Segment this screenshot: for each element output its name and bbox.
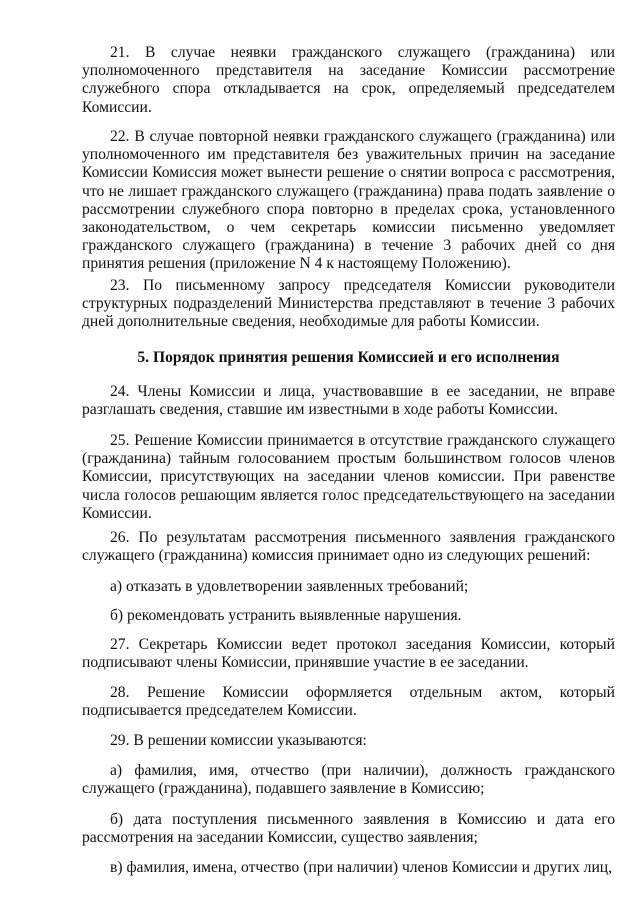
paragraph-28: 28. Решение Комиссии оформляется отдельным актом, который подписывается председателем Комиссии. [82,684,615,720]
paragraph-26-b: б) рекомендовать устранить выявленные нарушения. [110,607,462,624]
paragraph-23: 23. По письменному запросу председателя Комиссии руководители структурных подразделений Министерства представляют в течение 3 рабочих дней дополнительные сведения, необходимые для работы Комиссии. [82,277,615,331]
paragraph-24: 24. Члены Комиссии и лица, участвовавшие в ее заседании, не вправе разглашать сведения, ставшие им известными в ходе работы Комиссии. [82,383,615,419]
paragraph-29: 29. В решении комиссии указываются: [110,732,367,749]
paragraph-21: 21. В случае неявки гражданского служащего (гражданина) или уполномоченного представителя на заседание Комиссии рассмотрение служебного спора откладывается на срок, определяемый председателем Комиссии. [82,44,615,116]
paragraph-22: 22. В случае повторной неявки гражданского служащего (гражданина) или уполномоченного им представителя без уважительных причин на заседание Комиссии Комиссия может вынести решение о снятии вопроса с рассмотрения, что не лишает гражданского служащего (гражданина) права подать заявление о рассмотрении служебного спора повторно в пределах срока, установленного законодательством, о чем секретарь комиссии письменно уведомляет гражданского служащего (гражданина) в течение 3 рабочих дней со дня принятия решения (приложение N 4 к настоящему Положению). [82,128,615,273]
paragraph-29-c: в) фамилия, имена, отчество (при наличии) членов Комиссии и других лиц, [110,859,613,876]
paragraph-29-a: а) фамилия, имя, отчество (при наличии), должность гражданского служащего (гражданина), подавшего заявление в Комиссию; [82,762,615,798]
section-heading-5: 5. Порядок принятия решения Комиссией и его исполнения [137,349,560,366]
paragraph-26: 26. По результатам рассмотрения письменного заявления гражданского служащего (гражданина) комиссия принимает одно из следующих решений: [82,529,615,565]
paragraph-26-a: а) отказать в удовлетворении заявленных требований; [110,578,469,595]
paragraph-25: 25. Решение Комиссии принимается в отсутствие гражданского служащего (гражданина) тайным голосованием простым большинством голосов членов Комиссии, присутствующих на заседании членов комиссии. При равенстве числа голосов решающим является голос председательствующего на заседании Комиссии. [82,432,615,522]
paragraph-29-b: б) дата поступления письменного заявления в Комиссию и дата его рассмотрения на заседании Комиссии, существо заявления; [82,811,615,847]
paragraph-27: 27. Секретарь Комиссии ведет протокол заседания Комиссии, который подписывают члены Комиссии, принявшие участие в ее заседании. [82,636,615,672]
